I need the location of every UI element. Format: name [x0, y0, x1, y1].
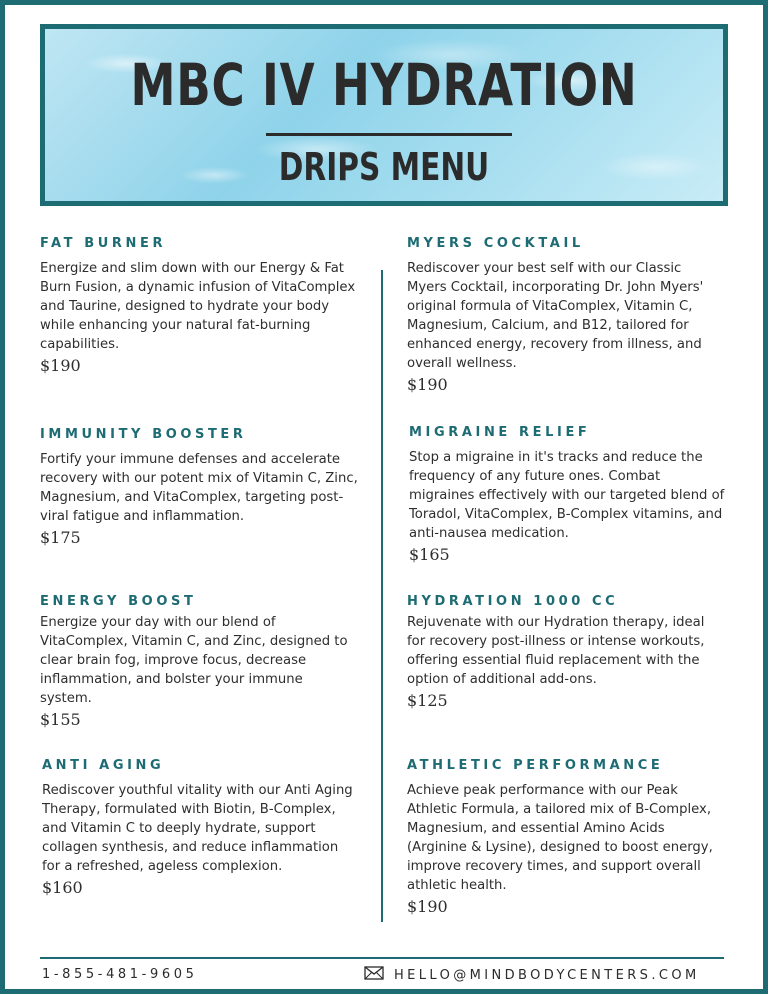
item-name: FAT BURNER [40, 236, 167, 251]
item-name: ATHLETIC PERFORMANCE [407, 758, 664, 773]
item-name: MYERS COCKTAIL [407, 236, 584, 251]
item-name: IMMUNITY BOOSTER [40, 427, 247, 442]
item-description: Energize your day with our blend of VitaComplex, Vitamin C, and Zinc, designed to clear brain fog, improve focus, decrease inflammation, and bolster your immune system. [40, 615, 348, 706]
item-name: MIGRAINE RELIEF [409, 425, 591, 440]
item-description: Rejuvenate with our Hydration therapy, ideal for recovery post-illness or intense workouts, offering essential fluid replacement with the option of additional add-ons. [407, 615, 705, 687]
item-name: HYDRATION 1000 CC [407, 594, 619, 609]
menu-item-athletic-performance [407, 758, 725, 916]
item-description: Achieve peak performance with our Peak Athletic Formula, a tailored mix of B-Complex, Magnesium, and essential Amino Acids (Arginine & Lysine), designed to boost energy, improve recovery times, and support overall athletic health. [407, 783, 713, 893]
phone-number[interactable]: 1-855-481-9605 [42, 967, 198, 982]
menu-item-migraine-relief [409, 425, 727, 564]
item-price: $165 [409, 545, 450, 564]
email-address[interactable]: HELLO@MINDBODYCENTERS.COM [394, 968, 700, 983]
column-divider [381, 270, 383, 922]
item-price: $190 [40, 356, 81, 375]
menu-item-hydration-1000cc [407, 594, 725, 710]
item-price: $190 [407, 897, 448, 916]
item-name: ENERGY BOOST [40, 594, 197, 609]
item-description: Rediscover your best self with our Classic Myers Cocktail, incorporating Dr. John Myers' original formula of VitaComplex, Vitamin C, Magnesium, Calcium, and B12, tailored for enhanced energy, recovery from illness, and overall wellness. [407, 261, 704, 371]
item-description: Fortify your immune defenses and accelerate recovery with our potent mix of Vitamin C, Zinc, Magnesium, and VitaComplex, targeting post-viral fatigue and inflammation. [40, 452, 358, 524]
item-description: Energize and slim down with our Energy & Fat Burn Fusion, a dynamic infusion of VitaComplex and Taurine, designed to hydrate your body while enhancing your natural fat-burning capabilities. [40, 261, 356, 352]
item-price: $155 [40, 710, 81, 729]
header-banner [40, 24, 728, 206]
item-description: Stop a migraine in it's tracks and reduce the frequency of any future ones. Combat migraines effectively with our targeted blend of Toradol, VitaComplex, B-Complex vitamins, and anti-nausea medication. [409, 450, 725, 541]
item-description: Rediscover youthful vitality with our Anti Aging Therapy, formulated with Biotin, B-Complex, and Vitamin C to deeply hydrate, support collagen synthesis, and reduce inflammation for a refreshed, ageless complexion. [42, 783, 353, 874]
footer-divider [40, 957, 724, 959]
email-contact[interactable] [364, 966, 700, 985]
page-title: MBC IV HYDRATION [130, 51, 638, 119]
item-price: $175 [40, 528, 81, 547]
menu-item-anti-aging [42, 758, 360, 897]
item-price: $190 [407, 375, 448, 394]
menu-item-myers-cocktail [407, 236, 725, 394]
menu-item-fat-burner [40, 236, 358, 375]
title-divider [266, 133, 512, 136]
menu-item-immunity-booster [40, 427, 358, 547]
item-price: $125 [407, 691, 448, 710]
envelope-icon [364, 966, 384, 985]
menu-item-energy-boost [40, 594, 358, 729]
item-price: $160 [42, 878, 83, 897]
page-subtitle: DRIPS MENU [278, 145, 490, 189]
item-name: ANTI AGING [42, 758, 165, 773]
